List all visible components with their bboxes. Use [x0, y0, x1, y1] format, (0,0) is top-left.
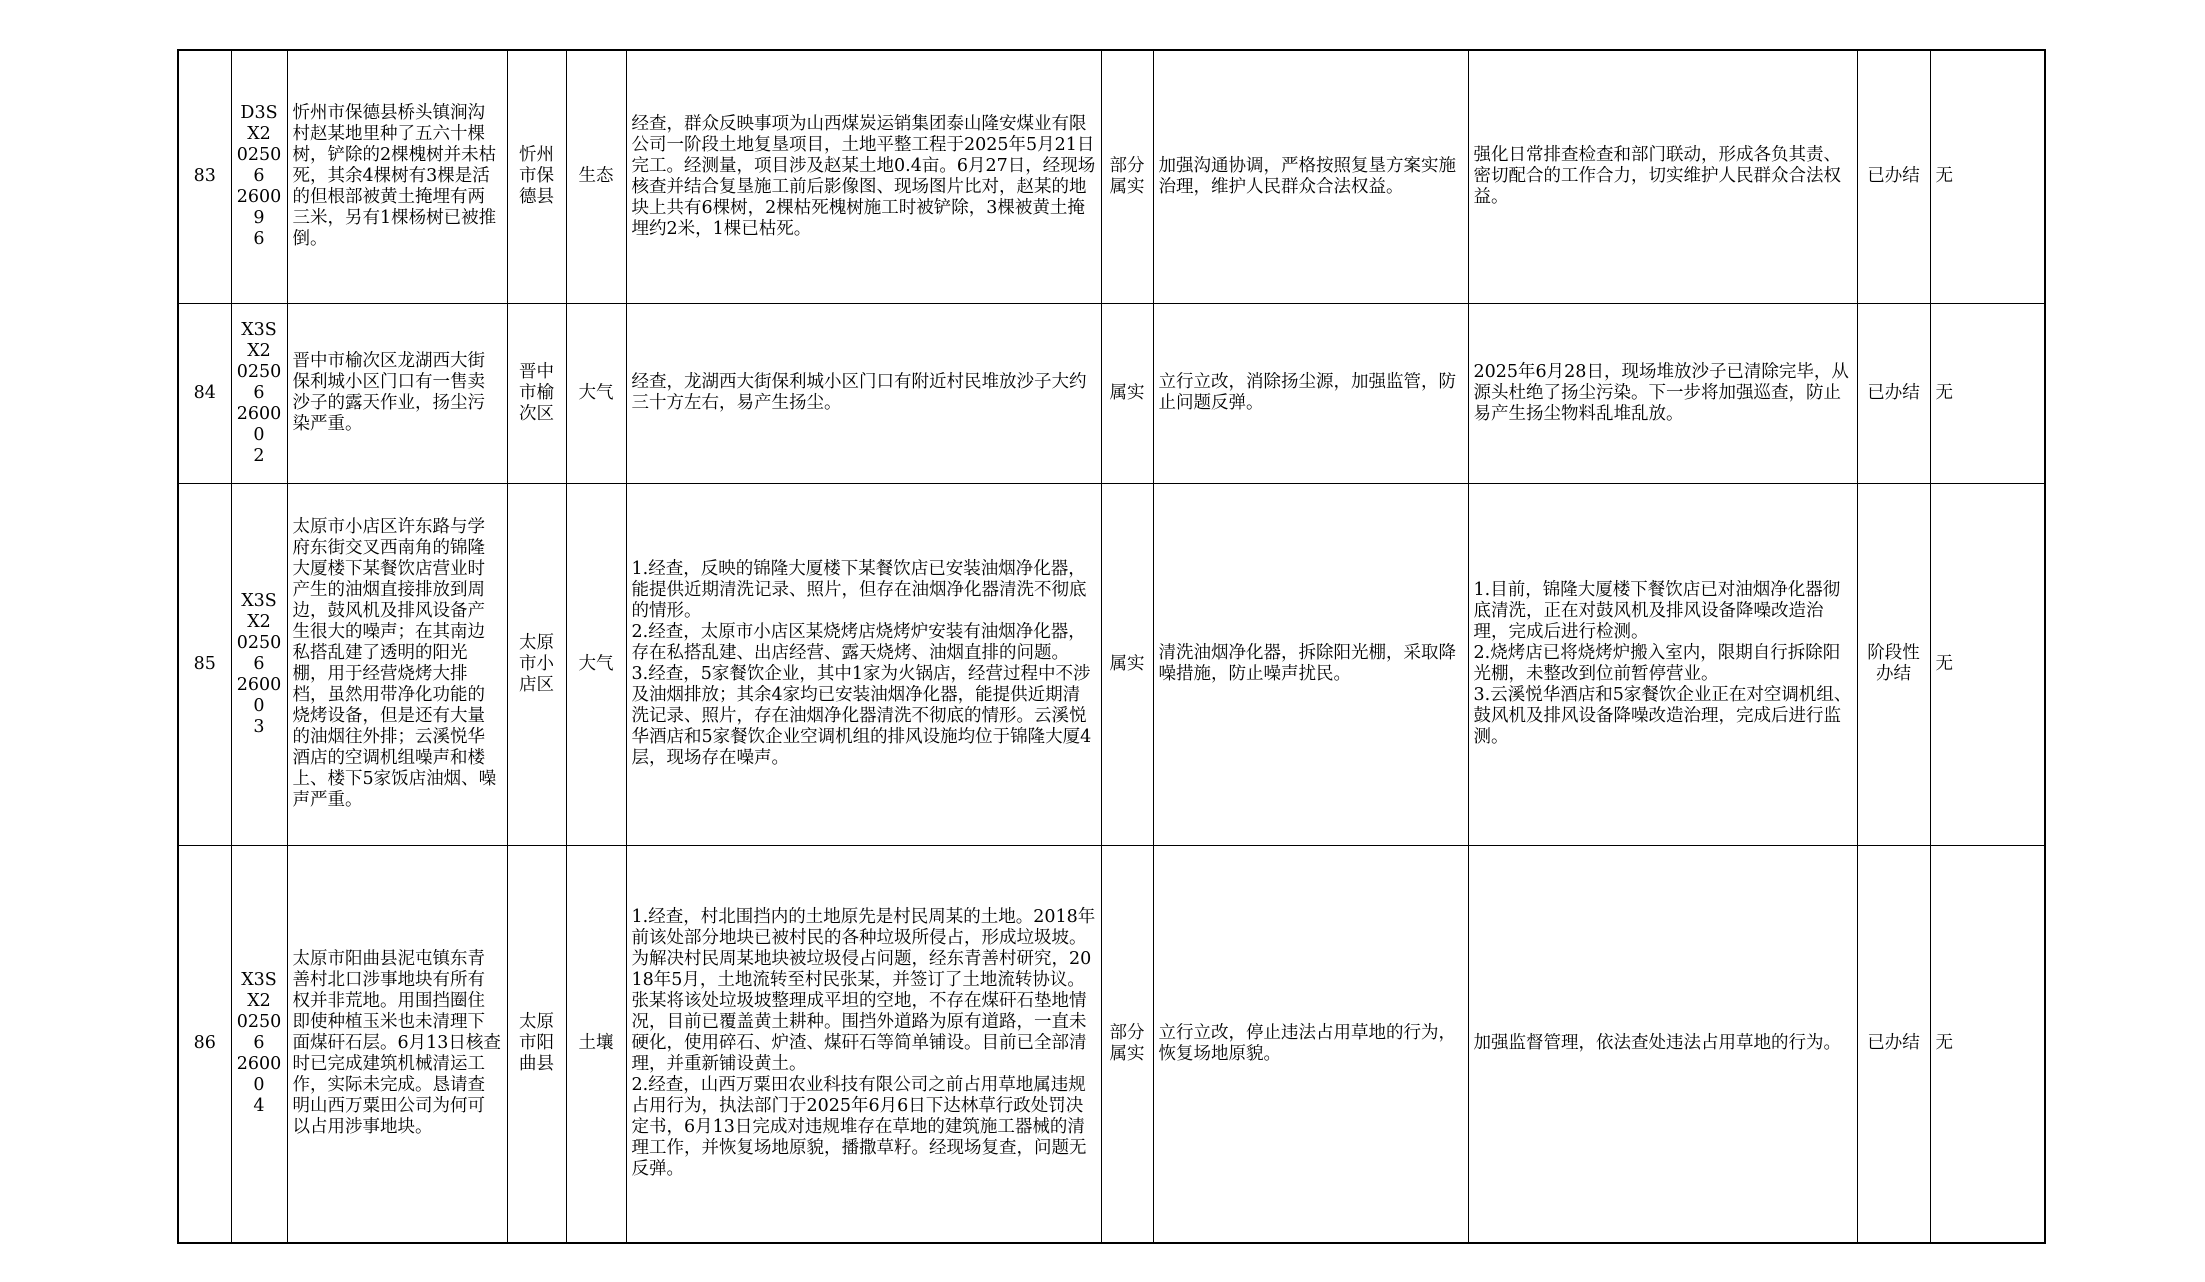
- verification-result: 部分属实: [1101, 845, 1153, 1243]
- rectification-result-line: 2.烧烤店已将烧烤炉搬入室内，限期自行拆除阳光棚，未整改到位前暂停营业。: [1473, 643, 1841, 684]
- investigation-findings-line: 2.经查，太原市小店区某烧烤店烧烤炉安装有油烟净化器，存在私搭乱建、出店经营、露天烧烤、油烟直排的问题。: [631, 622, 1086, 663]
- rectification-result: [1468, 845, 1857, 1243]
- handling-measures: 立行立改，消除扬尘源，加强监管，防止问题反弹。: [1153, 303, 1468, 483]
- investigation-findings: [626, 845, 1101, 1243]
- investigation-findings-line: 1.经查，村北围挡内的土地原先是村民周某的土地。2018年前该处部分地块已被村民的各种垃圾所侵占，形成垃圾坡。为解决村民周某地块被垃圾侵占问题，经东青善村研究，2018年5月，土地流转至村民张某，并签订了土地流转协议。张某将该处垃圾坡整理成平坦的空地，不存在煤矸石垫地情况，目前已覆盖黄土耕种。围挡外道路为原有道路，一直未硬化，使用碎石、炉渣、煤矸石等简单铺设。目前已全部清理，并重新铺设黄土。: [631, 907, 1096, 1075]
- rectification-result-line: 1.目前，锦隆大厦楼下餐饮店已对油烟净化器彻底清洗，正在对鼓风机及排风设备降噪改造治理，完成后进行检测。: [1473, 580, 1841, 642]
- investigation-findings-line: 经查，群众反映事项为山西煤炭运销集团泰山隆安煤业有限公司一阶段土地复垦项目，土地平整工程于2025年5月21日完工。经测量，项目涉及赵某土地0.4亩。6月27日，经现场核查并结合复垦施工前后影像图、现场图片比对，赵某的地块上共有6棵树，2棵枯死槐树施工时被铲除，3棵被黄土掩埋约2米，1棵已枯死。: [631, 113, 1096, 239]
- rectification-result: [1468, 50, 1857, 303]
- verification-result: 部分属实: [1101, 50, 1153, 303]
- case-code-line: 26009: [236, 187, 282, 229]
- handling-measures: 清洗油烟净化器，拆除阳光棚，采取降噪措施，防止噪声扰民。: [1153, 483, 1468, 845]
- administrative-area: 太原市阳曲县: [507, 845, 566, 1243]
- accountability-note: 无: [1930, 50, 2045, 303]
- rectification-result: [1468, 483, 1857, 845]
- case-status: 阶段性办结: [1857, 483, 1930, 845]
- table-body: [178, 50, 2045, 1243]
- accountability-note: 无: [1930, 845, 2045, 1243]
- pollution-type: 大气: [566, 303, 626, 483]
- investigation-findings: [626, 483, 1101, 845]
- case-code-line: 02506: [236, 1012, 282, 1054]
- case-code-line: X3SX2: [241, 590, 277, 632]
- row-number: 86: [178, 845, 231, 1243]
- investigation-findings: [626, 50, 1101, 303]
- case-code-line: 4: [253, 1096, 265, 1117]
- case-code-line: 26000: [236, 674, 282, 716]
- complaint-table: [177, 49, 2046, 1244]
- accountability-note: 无: [1930, 483, 2045, 845]
- investigation-findings-line: 3.经查，5家餐饮企业，其中1家为火锅店，经营过程中不涉及油烟排放；其余4家均已安装油烟净化器，能提供近期清洗记录、照片，存在油烟净化器清洗不彻底的情形。云溪悦华酒店和5家餐饮企业空调机组的排风设施均位于锦隆大厦4层，现场存在噪声。: [631, 664, 1092, 768]
- accountability-note: 无: [1930, 303, 2045, 483]
- verification-result: 属实: [1101, 483, 1153, 845]
- investigation-findings-line: 经查，龙湖西大街保利城小区门口有附近村民堆放沙子大约三十方左右，易产生扬尘。: [631, 372, 1087, 413]
- administrative-area: 晋中市榆次区: [507, 303, 566, 483]
- row-number: 84: [178, 303, 231, 483]
- investigation-findings-line: 1.经查，反映的锦隆大厦楼下某餐饮店已安装油烟净化器，能提供近期清洗记录、照片，但存在油烟净化器清洗不彻底的情形。: [631, 559, 1087, 621]
- administrative-area: 忻州市保德县: [507, 50, 566, 303]
- complaint-content: 太原市小店区许东路与学府东街交叉西南角的锦隆大厦楼下某餐饮店营业时产生的油烟直接排放到周边，鼓风机及排风设备产生很大的噪声；在其南边私搭乱建了透明的阳光棚，用于经营烧烤大排档，虽然用带净化功能的烧烤设备，但是还有大量的油烟往外排；云溪悦华酒店的空调机组噪声和楼上、楼下5家饭店油烟、噪声严重。: [287, 483, 507, 845]
- table-row: [178, 50, 2045, 303]
- case-status: 已办结: [1857, 50, 1930, 303]
- row-number: 83: [178, 50, 231, 303]
- case-code-line: D3SX2: [240, 103, 278, 145]
- row-number: 85: [178, 483, 231, 845]
- investigation-findings: [626, 303, 1101, 483]
- investigation-findings-line: 2.经查，山西万粟田农业科技有限公司之前占用草地属违规占用行为，执法部门于2025年6月6日下达林草行政处罚决定书，6月13日完成对违规堆存在草地的建筑施工器械的清理工作，并恢复场地原貌，播撒草籽。经现场复查，问题无反弹。: [631, 1075, 1087, 1180]
- complaint-content: 太原市阳曲县泥屯镇东青善村北口涉事地块有所有权并非荒地。用围挡圈住即使种植玉米也未清理下面煤矸石层。6月13日核查时已完成建筑机械清运工作，实际未完成。恳请查明山西万粟田公司为何可以占用涉事地块。: [287, 845, 507, 1243]
- pollution-type: 大气: [566, 483, 626, 845]
- table-row: [178, 483, 2045, 845]
- case-code-line: 02506: [236, 145, 282, 187]
- pollution-type: 生态: [566, 50, 626, 303]
- case-code-line: 02506: [236, 361, 282, 403]
- rectification-result-line: 2025年6月28日，现场堆放沙子已清除完毕，从源头杜绝了扬尘污染。下一步将加强巡查，防止易产生扬尘物料乱堆乱放。: [1473, 361, 1849, 424]
- pollution-type: 土壤: [566, 845, 626, 1243]
- case-code-line: 6: [253, 229, 265, 250]
- case-code-line: 3: [253, 716, 265, 737]
- case-code: [231, 483, 287, 845]
- case-status: 已办结: [1857, 303, 1930, 483]
- case-code-line: 02506: [236, 632, 282, 674]
- administrative-area: 太原市小店区: [507, 483, 566, 845]
- case-code-line: 26000: [236, 403, 282, 445]
- handling-measures: 加强沟通协调，严格按照复垦方案实施治理，维护人民群众合法权益。: [1153, 50, 1468, 303]
- rectification-result: [1468, 303, 1857, 483]
- case-status: 已办结: [1857, 845, 1930, 1243]
- case-code: [231, 303, 287, 483]
- rectification-result-line: 3.云溪悦华酒店和5家餐饮企业正在对空调机组、鼓风机及排风设备降噪改造治理，完成后进行监测。: [1473, 685, 1852, 747]
- table-row: [178, 845, 2045, 1243]
- verification-result: 属实: [1101, 303, 1153, 483]
- case-code-line: 26000: [236, 1054, 282, 1096]
- case-code-line: X3SX2: [241, 319, 277, 361]
- handling-measures: 立行立改，停止违法占用草地的行为，恢复场地原貌。: [1153, 845, 1468, 1243]
- rectification-result-line: 加强监督管理，依法查处违法占用草地的行为。: [1473, 1033, 1841, 1054]
- case-code: [231, 845, 287, 1243]
- table-row: [178, 303, 2045, 483]
- complaint-content: 晋中市榆次区龙湖西大街保利城小区门口有一售卖沙子的露天作业，扬尘污染严重。: [287, 303, 507, 483]
- rectification-result-line: 强化日常排查检查和部门联动，形成各负其责、密切配合的工作合力，切实维护人民群众合法权益。: [1473, 145, 1841, 208]
- case-code-line: X3SX2: [241, 970, 277, 1012]
- case-code-line: 2: [253, 445, 265, 466]
- complaint-content: 忻州市保德县桥头镇涧沟村赵某地里种了五六十棵树，铲除的2棵槐树并未枯死，其余4棵树有3棵是活的但根部被黄土掩埋有两三米，另有1棵杨树已被推倒。: [287, 50, 507, 303]
- case-code: [231, 50, 287, 303]
